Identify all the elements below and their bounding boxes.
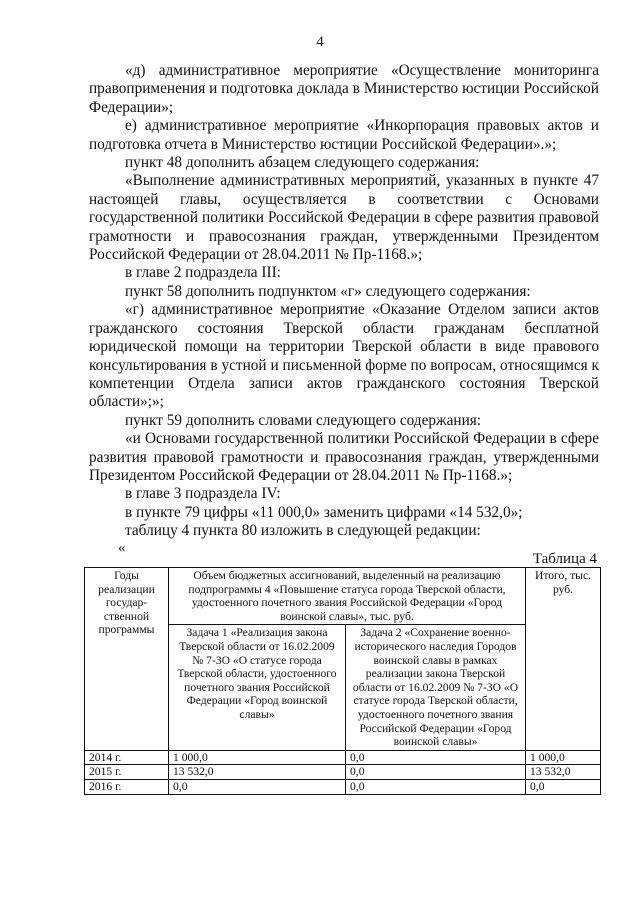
paragraph-g: «г) административное мероприятие «Оказание Отделом записи актов гражданского состояния Тверской области гражданам бесплатной юридической помощи на территории Тверской области в виде правового консультирования в устной и письменной форме по вопросам, относящимся к компетенции Отдела записи актов гражданского состояния Тверской области»;»; (89, 301, 599, 411)
opening-quote: « (118, 540, 126, 556)
cell-task-1: 13 532,0 (169, 765, 346, 780)
cell-task-2: 0,0 (346, 765, 526, 780)
cell-year: 2015 г. (85, 765, 169, 780)
header-total: Итого, тыс. руб. (526, 568, 601, 751)
header-years: Годы реализации государ-ственной программы (85, 568, 169, 751)
table-row (85, 765, 601, 780)
cell-task-1: 0,0 (169, 779, 346, 794)
paragraph-item-79: в пункте 79 цифры «11 000,0» заменить цифрами «14 532,0»; (125, 503, 523, 521)
paragraph-chapter-2: в главе 2 подраздела III: (125, 264, 281, 282)
header-task-1: Задача 1 «Реализация закона Тверской области от 16.02.2009 № 7-ЗО «О статусе города Тверской области, удостоенного почетного звания Российской Федерации «Город воинской славы» (169, 625, 346, 750)
header-budget: Объем бюджетных ассигнований, выделенный на реализацию подпрограммы 4 «Повышение статуса города Тверской области, удостоенного почетного звания Российской Федерации «Город воинской славы», тыс. руб. (169, 568, 526, 625)
paragraph-chapter-3: в главе 3 подраздела IV: (125, 485, 281, 503)
paragraph-table-4: таблицу 4 пункта 80 изложить в следующей редакции: (125, 522, 481, 540)
cell-task-2: 0,0 (346, 779, 526, 794)
body-text (89, 62, 599, 541)
cell-total: 0,0 (526, 779, 601, 794)
cell-year: 2016 г. (85, 779, 169, 794)
paragraph-item-59: пункт 59 дополнить словами следующего содержания: (125, 411, 482, 429)
cell-task-2: 0,0 (346, 750, 526, 765)
page-number: 4 (316, 34, 324, 50)
budget-table (84, 567, 601, 795)
paragraph-item-58: пункт 58 дополнить подпунктом «г» следующего содержания: (125, 282, 531, 300)
table-row (85, 779, 601, 794)
table-header-row (85, 568, 601, 625)
cell-total: 1 000,0 (526, 750, 601, 765)
header-task-2: Задача 2 «Сохранение военно-исторического наследия Городов воинской славы в рамках реализации закона Тверской области от 16.02.2009 № 7-ЗО «О статусе города Тверской области, удостоенного почетного звания Российской Федерации «Город воинской славы» (346, 625, 526, 750)
cell-task-1: 1 000,0 (169, 750, 346, 765)
paragraph-quote-59: «и Основами государственной политики Российской Федерации в сфере развития правовой грамотности и правосознания граждан, утвержденными Президентом Российской Федерации от 28.04.2011 № Пр-1168.»; (89, 430, 599, 484)
paragraph-quote-47: «Выполнение административных мероприятий, указанных в пункте 47 настоящей главы, осуществляется в соответствии с Основами государственной политики Российской Федерации в сфере развития правовой грамотности и правосознания граждан, утвержденными Президентом Российской Федерации от 28.04.2011 № Пр-1168.»; (89, 172, 599, 264)
cell-total: 13 532,0 (526, 765, 601, 780)
cell-year: 2014 г. (85, 750, 169, 765)
table-caption: Таблица 4 (532, 551, 597, 567)
paragraph-d: «д) административное мероприятие «Осуществление мониторинга правоприменения и подготовка доклада в Министерство юстиции Российской Федерации»; (89, 62, 599, 116)
table-row (85, 750, 601, 765)
paragraph-e: е) административное мероприятие «Инкорпорация правовых актов и подготовка отчета в Министерство юстиции Российской Федерации».»; (89, 117, 599, 153)
paragraph-item-48: пункт 48 дополнить абзацем следующего содержания: (125, 154, 480, 172)
